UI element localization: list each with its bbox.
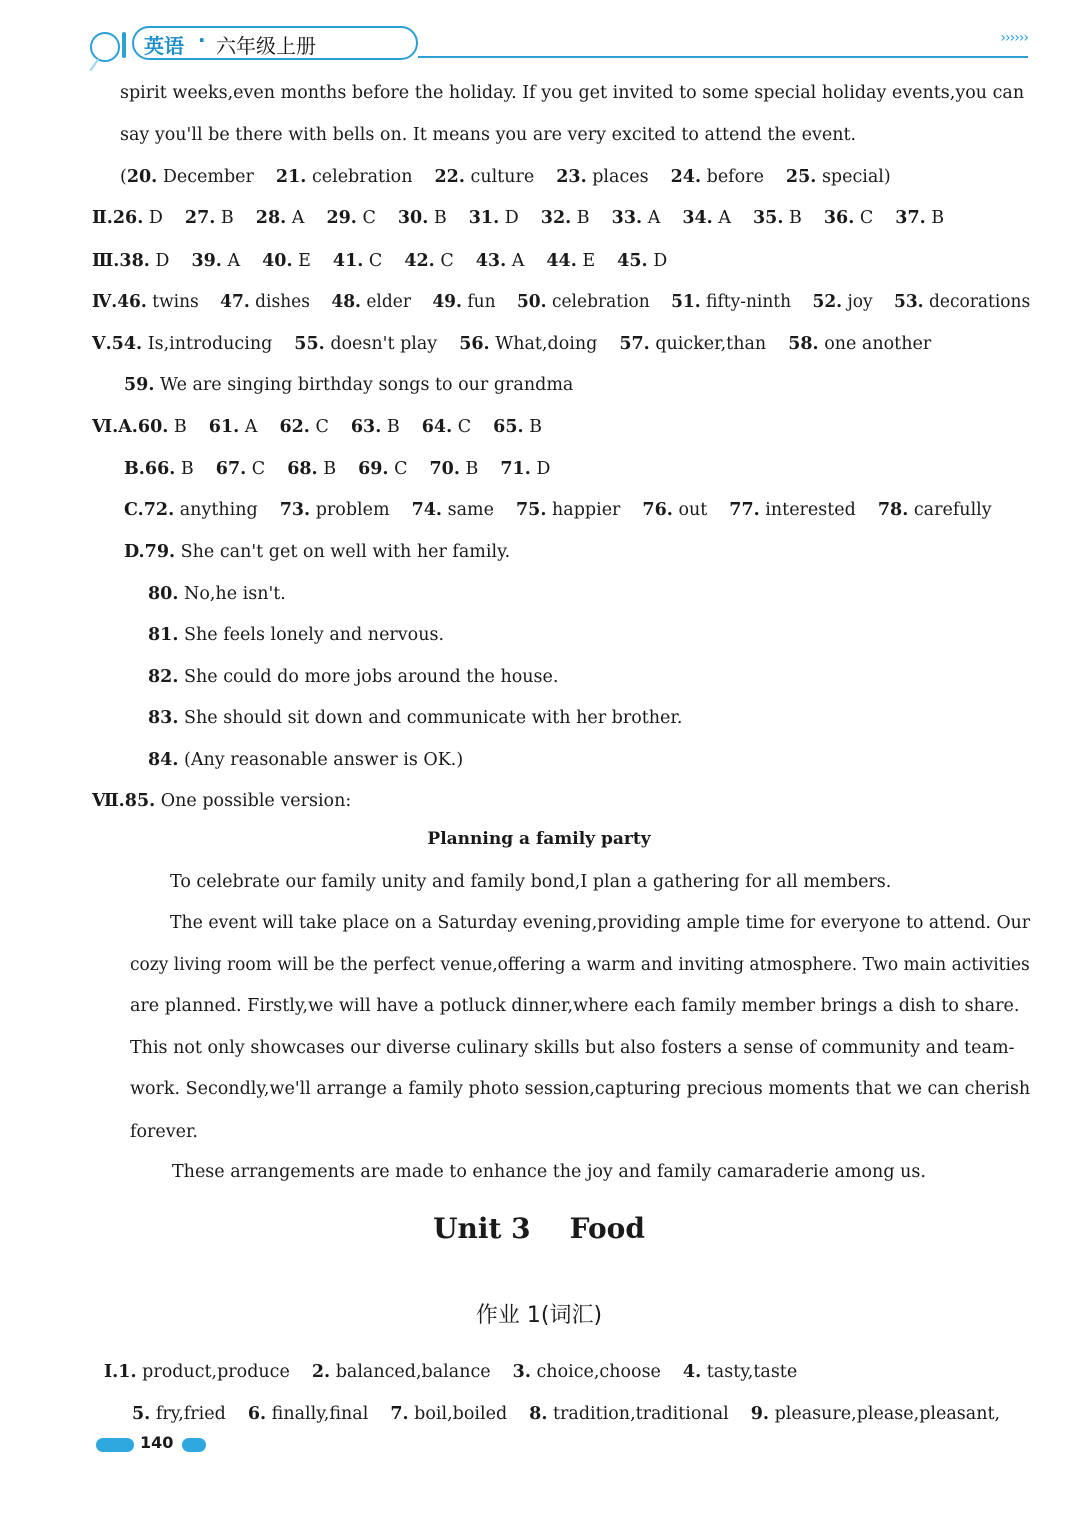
answer-text: anything (174, 500, 258, 520)
answer-list (138, 417, 542, 437)
answer-number: 76. (642, 500, 673, 520)
page-header (88, 24, 1028, 64)
essay-paragraph-2: cozy living room will be the perfect venue,offering a warm and inviting atmosphere. Two main activities (130, 955, 1030, 975)
answer-text: tradition,traditional (547, 1404, 729, 1424)
answer-text: happier (546, 500, 621, 520)
answer-text: decorations (923, 292, 1031, 312)
answer-text: B (523, 417, 543, 437)
answer-text: C (452, 417, 472, 437)
answer-list (124, 375, 573, 395)
answer-number: 4. (682, 1362, 702, 1382)
answer-text: D (530, 459, 551, 479)
answer-text: What,doing (489, 334, 598, 354)
answer-text: celebration (546, 292, 650, 312)
answer-text: doesn't play (324, 334, 438, 354)
answer-text: balanced,balance (330, 1362, 491, 1382)
section-label: Ⅲ. (92, 251, 120, 271)
answer-list (145, 459, 551, 479)
answer-81 (148, 624, 444, 646)
answer-number: 7. (390, 1404, 409, 1424)
answer-line-20-25 (120, 166, 891, 188)
homework-title: 作业 1(词汇) (475, 1303, 603, 1328)
answer-number: 57. (619, 334, 650, 354)
section-6b-answers (124, 458, 550, 480)
answer-84 (148, 749, 463, 771)
answer-text: A (239, 417, 258, 437)
answer-number: 55. (294, 334, 325, 354)
answer-text: dishes (249, 292, 310, 312)
answer-text: A (712, 208, 731, 228)
answer-number: 3. (512, 1362, 531, 1382)
answer-text: one another (818, 334, 932, 354)
answer-text: tasty,taste (701, 1362, 798, 1382)
answer-text: boil,boiled (408, 1404, 508, 1424)
answer-list (132, 1404, 1000, 1424)
part-label: B. (124, 459, 145, 479)
answer-number: 75. (515, 500, 547, 520)
answer-number: 27. (184, 208, 216, 228)
text-line: say you'll be there with bells on. It means you are very excited to attend the event. (120, 125, 857, 145)
header-grade: 六年级上册 (216, 34, 316, 58)
answer-text: product,produce (136, 1362, 290, 1382)
answer-number: 44. (546, 251, 577, 271)
answer-number: 50. (516, 292, 547, 312)
answer-number: 49. (432, 292, 462, 312)
answer-number: 71. (500, 459, 531, 479)
answer-number: 69. (358, 459, 389, 479)
answer-text: finally,final (266, 1404, 369, 1424)
answer-number: 35. (752, 208, 784, 228)
section-2-answers (92, 207, 944, 229)
answer-text: B (428, 208, 447, 228)
answer-number: 66. (144, 459, 176, 479)
answer-number: 38. (119, 251, 150, 271)
header-subject: 英语 (144, 34, 184, 58)
section-label: Ⅵ. (92, 417, 119, 437)
answer-text: D (499, 208, 519, 228)
answer-number: 30. (397, 208, 429, 228)
essay-paragraph-2: work. Secondly,we'll arrange a family photo session,capturing precious moments that we can cherish (130, 1079, 1031, 1099)
answer-79 (124, 541, 510, 563)
answer-text: C (854, 208, 874, 228)
essay-paragraph-1: To celebrate our family unity and family bond,I plan a gathering for all members. (170, 872, 892, 892)
vocab-row-2 (132, 1403, 1000, 1425)
part-label: C. (124, 500, 144, 520)
footer-pill-left (96, 1438, 134, 1452)
answer-text: twins (146, 292, 199, 312)
answer-number: 64. (421, 417, 453, 437)
answer-80 (148, 583, 286, 605)
answer-number: 2. (311, 1362, 331, 1382)
part-label: A. (118, 417, 138, 437)
answer-list (112, 334, 932, 354)
answer-number: 43. (475, 251, 507, 271)
section-4-answers (92, 291, 1030, 313)
answer-number: 28. (255, 208, 287, 228)
answer-number: 33. (611, 208, 643, 228)
part-label: D. (124, 542, 145, 562)
answer-text: elder (360, 292, 411, 312)
answer-list (118, 1362, 797, 1382)
answer-number: 56. (459, 334, 490, 354)
answer-number: 67. (215, 459, 247, 479)
section-5-answers (92, 333, 931, 355)
answer-number: 72. (143, 500, 175, 520)
open-paren: ( (120, 167, 127, 187)
answer-number: 74. (411, 500, 443, 520)
answer-59 (124, 374, 573, 396)
answer-number: 60. (137, 417, 169, 437)
answer-number: 34. (682, 208, 713, 228)
answer-text: fry,fried (150, 1404, 226, 1424)
answer-number: 53. (894, 292, 924, 312)
answer-text: pleasure,please,pleasant, (769, 1404, 1001, 1424)
answer-number: 81. (148, 625, 179, 645)
answer-text: interested (759, 500, 856, 520)
answer-text: D (149, 251, 170, 271)
essay-paragraph-2: are planned. Firstly,we will have a potluck dinner,where each family member brings a dish to share. (130, 996, 1020, 1016)
answer-number: 8. (529, 1404, 548, 1424)
answer-number: 29. (326, 208, 357, 228)
section-label: Ⅱ. (92, 208, 113, 228)
answer-text: choice,choose (530, 1362, 661, 1382)
section-label: Ⅴ. (92, 334, 112, 354)
answer-number: 77. (729, 500, 760, 520)
answer-text: She feels lonely and nervous. (178, 625, 445, 645)
answer-text: Is,introducing (142, 334, 273, 354)
answer-text: One possible version: (155, 791, 352, 811)
essay-title: Planning a family party (427, 829, 651, 849)
answer-number: 84. (148, 750, 179, 770)
answer-text: C (246, 459, 266, 479)
answer-text: joy (842, 292, 873, 312)
answer-number: 83. (148, 708, 179, 728)
answer-number: 63. (350, 417, 382, 437)
answer-number: 58. (788, 334, 819, 354)
answer-number: 25. (785, 167, 817, 187)
answer-text: We are singing birthday songs to our grandma (154, 375, 574, 395)
page-number: 140 (140, 1433, 174, 1452)
answer-number: 26. (112, 208, 144, 228)
answer-list (119, 251, 667, 271)
answer-text: out (672, 500, 708, 520)
answer-text: problem (310, 500, 390, 520)
answer-number: 48. (331, 292, 361, 312)
answer-83 (148, 707, 682, 729)
answer-number: 54. (111, 334, 143, 354)
answer-number: 42. (404, 251, 435, 271)
answer-number: 23. (556, 167, 587, 187)
answer-text: special (816, 167, 884, 187)
answer-number: 22. (434, 167, 465, 187)
answer-number: 41. (332, 251, 364, 271)
answer-number: 45. (617, 251, 648, 271)
answer-number: 6. (247, 1404, 267, 1424)
answer-number: 85. (124, 791, 156, 811)
answer-number: 65. (493, 417, 524, 437)
chevron-right-icon: ›››››› (1000, 30, 1028, 46)
section-label: Ⅰ. (104, 1362, 119, 1382)
answer-text: She should sit down and communicate with her brother. (178, 708, 683, 728)
answer-text: quicker,than (649, 334, 767, 354)
answer-number: 59. (124, 375, 155, 395)
vocab-row-1 (104, 1361, 797, 1383)
answer-text: B (925, 208, 945, 228)
answer-number: 37. (895, 208, 926, 228)
answer-number: 61. (208, 417, 240, 437)
answer-number: 31. (468, 208, 500, 228)
answer-text: (Any reasonable answer is OK.) (178, 750, 464, 770)
answer-number: 79. (144, 542, 176, 562)
answer-82 (148, 666, 558, 688)
answer-number: 1. (118, 1362, 137, 1382)
answer-text: E (292, 251, 311, 271)
answer-list (127, 167, 884, 187)
answer-text: She can't get on well with her family. (175, 542, 511, 562)
essay-paragraph-2: forever. (130, 1122, 198, 1142)
answer-text: B (783, 208, 802, 228)
answer-number: 68. (287, 459, 318, 479)
section-6c-answers (124, 499, 992, 521)
answer-text: before (701, 167, 764, 187)
answer-number: 52. (812, 292, 843, 312)
answer-text: places (586, 167, 649, 187)
answer-text: E (576, 251, 596, 271)
section-3-answers (92, 250, 667, 272)
unit-title: Unit 3 Food (433, 1212, 645, 1245)
answer-text: B (571, 208, 590, 228)
answer-text: A (221, 251, 241, 271)
essay-paragraph-2: The event will take place on a Saturday evening,providing ample time for everyone to attend. Our (170, 913, 1031, 933)
answer-number: 80. (148, 584, 179, 604)
answer-number: 36. (823, 208, 855, 228)
answer-text: C (309, 417, 329, 437)
answer-text: B (175, 459, 194, 479)
answer-number: 5. (132, 1404, 151, 1424)
answer-text: B (317, 459, 337, 479)
section-label: Ⅶ. (92, 791, 125, 811)
answer-text: D (647, 251, 668, 271)
answer-text: December (157, 167, 254, 187)
answer-number: 47. (220, 292, 250, 312)
essay-paragraph-3: These arrangements are made to enhance the joy and family camaraderie among us. (172, 1162, 926, 1182)
essay-paragraph-2: This not only showcases our diverse culinary skills but also fosters a sense of community and team- (130, 1038, 1015, 1058)
answer-number: 73. (279, 500, 311, 520)
answer-number: 78. (877, 500, 909, 520)
answer-text: She could do more jobs around the house. (178, 667, 559, 687)
answer-text: No,he isn't. (178, 584, 286, 604)
answer-number: 20. (126, 167, 158, 187)
magnifier-icon (90, 32, 120, 62)
answer-text: A (286, 208, 305, 228)
answer-text: B (215, 208, 234, 228)
answer-text: carefully (908, 500, 992, 520)
text-line: spirit weeks,even months before the holiday. If you get invited to some special holiday events,you can (120, 83, 1025, 103)
answer-text: C (363, 251, 383, 271)
answer-text: fifty-ninth (700, 292, 792, 312)
footer-pill-right (182, 1438, 206, 1452)
answer-text: same (442, 500, 494, 520)
close-paren: ) (883, 167, 891, 187)
answer-number: 32. (540, 208, 572, 228)
answer-list (113, 208, 944, 228)
header-dot: · (198, 28, 206, 52)
answer-number: 39. (191, 251, 222, 271)
answer-number: 24. (670, 167, 702, 187)
answer-number: 46. (117, 292, 147, 312)
answer-number: 70. (429, 459, 460, 479)
answer-text: B (459, 459, 479, 479)
answer-number: 82. (148, 667, 179, 687)
answer-number: 9. (750, 1404, 770, 1424)
answer-text: B (381, 417, 400, 437)
answer-text: fun (461, 292, 496, 312)
answer-number: 21. (275, 167, 307, 187)
answer-text: A (506, 251, 525, 271)
answer-number: 51. (671, 292, 701, 312)
answer-list (117, 292, 1030, 312)
section-6a-answers (92, 416, 542, 438)
section-label: Ⅳ. (92, 292, 118, 312)
answer-list (144, 500, 992, 520)
answer-text: D (143, 208, 163, 228)
header-rule (418, 56, 1028, 58)
answer-text: C (434, 251, 454, 271)
answer-text: culture (464, 167, 535, 187)
section-7-answer (92, 790, 351, 812)
answer-text: celebration (306, 167, 413, 187)
answer-text: C (356, 208, 376, 228)
answer-text: C (388, 459, 408, 479)
answer-text: A (642, 208, 661, 228)
header-divider (122, 32, 126, 58)
answer-number: 62. (279, 417, 310, 437)
answer-text: B (168, 417, 187, 437)
answer-number: 40. (262, 251, 293, 271)
